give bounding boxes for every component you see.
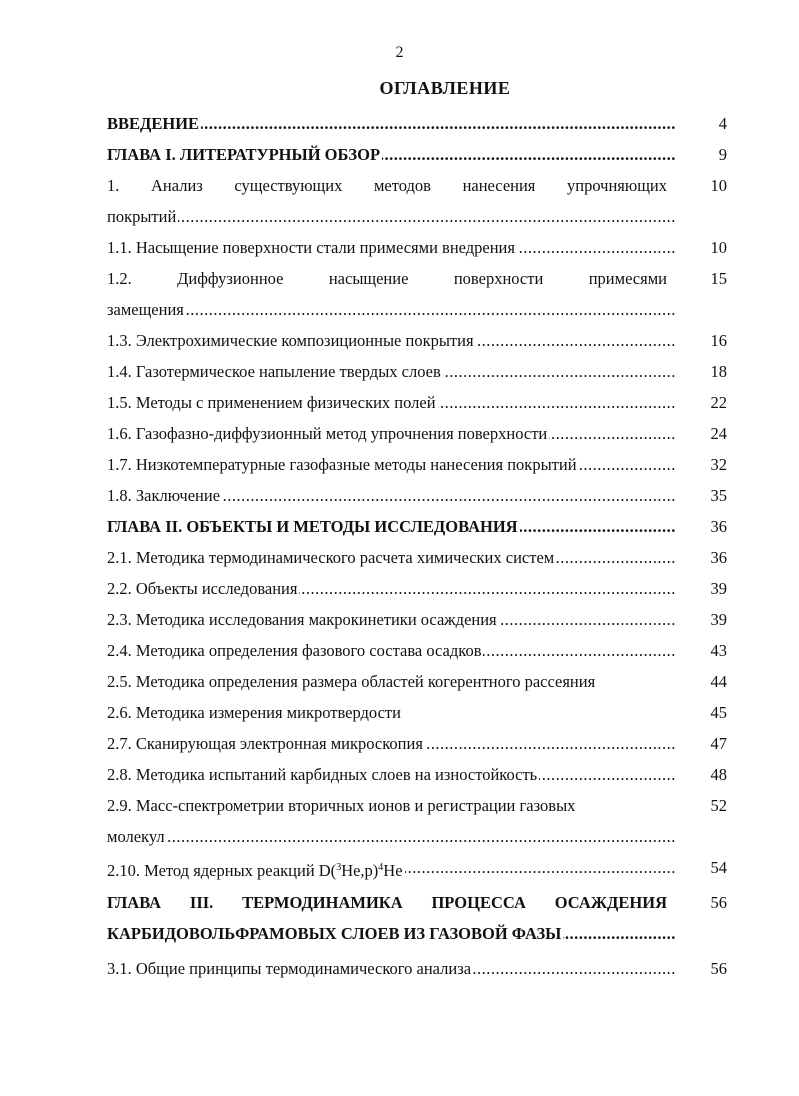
toc-page-number: 36 [710,548,727,567]
toc-page-number: 16 [710,331,727,350]
toc-entry-section-2-7 [107,728,727,759]
toc-entry-text-line1: 1. Анализ существующих методов нанесения упрочняющих [107,176,667,195]
toc-entry-section-1-6 [107,418,727,449]
toc-page-number: 45 [710,703,727,722]
toc-entry-chapter-1 [107,139,727,170]
toc-entry-text: ВВЕДЕНИЕ [107,114,200,133]
toc-entry-text: 1.6. Газофазно-диффузионный метод упрочнения поверхности [107,424,548,443]
toc-page-number: 24 [710,424,727,443]
toc-entry-text: 2.10. Метод ядерных реакций $D(^3He,p)^4He$ [107,861,403,880]
toc-entry-text-line2: покрытий [107,207,177,226]
toc-entry-section-2-6 [107,697,727,728]
toc-entry-text: 2.3. Методика исследования макрокинетики осаждения [107,610,497,629]
toc-page-number: 10 [710,176,727,195]
toc-entry-text-line2: замещения [107,300,184,319]
toc-entry-section-1-4 [107,356,727,387]
toc-entry-section-2-8 [107,759,727,790]
toc-page-number: 15 [710,269,727,288]
toc-entry-intro [107,108,727,139]
toc-entry-text-line1: 2.9. Масс-спектрометрии вторичных ионов и регистрации газовых [107,796,576,815]
toc-entry-text: 1.5. Методы с применением физических полей [107,393,436,412]
toc-entry-section-1-5 [107,387,727,418]
toc-page-number: 47 [710,734,727,753]
toc-page-number: 39 [710,579,727,598]
toc-page-number: 9 [718,145,727,164]
toc-entry-text: ГЛАВА I. ЛИТЕРАТУРНЫЙ ОБЗОР [107,145,381,164]
toc-entry-section-1 [107,170,727,232]
toc-entry-text: 1.1. Насыщение поверхности стали примесями внедрения [107,238,515,257]
toc-entry-text: 2.7. Сканирующая электронная микроскопия [107,734,423,753]
toc-page-number: 44 [710,672,727,691]
toc-page-number: 18 [710,362,727,381]
toc-page-number: 48 [710,765,727,784]
toc-entry-text-line1: 1.2. Диффузионное насыщение поверхности примесями [107,269,667,288]
toc-entry-text: 1.7. Низкотемпературные газофазные методы нанесения покрытий [107,455,577,474]
toc-entry-chapter-3 [107,887,727,949]
toc-entry-section-3-1 [107,953,727,984]
toc-entry-text: 2.4. Методика определения фазового состава осадков [107,641,482,660]
toc-entry-section-2-3 [107,604,727,635]
toc-entry-text: 1.8. Заключение [107,486,221,505]
toc-entry-text: 1.3. Электрохимические композиционные покрытия [107,331,474,350]
toc-page-number: 4 [718,114,727,133]
toc-page-number: 56 [710,959,727,978]
toc-entry-text: 2.2. Объекты исследования [107,579,298,598]
toc-entry-text-line2: молекул [107,827,165,846]
toc-page-number: 10 [710,238,727,257]
toc-entry-section-1-8 [107,480,727,511]
toc-entry-chapter-2 [107,511,727,542]
toc-page-number: 32 [710,455,727,474]
toc-entry-section-2-10 [107,852,727,883]
toc-page-number: 35 [710,486,727,505]
toc-entry-text: 2.8. Методика испытаний карбидных слоев на изностойкость [107,765,538,784]
toc-entry-text: 1.4. Газотермическое напыление твердых слоев [107,362,441,381]
toc-page-number: 36 [710,517,727,536]
toc-entry-section-2-2 [107,573,727,604]
table-of-contents [107,108,727,984]
toc-entry-section-1-3 [107,325,727,356]
toc-page-number: 54 [710,858,727,877]
toc-page-number: 56 [710,893,727,912]
toc-entry-text-line2: КАРБИДОВОЛЬФРАМОВЫХ СЛОЕВ ИЗ ГАЗОВОЙ ФАЗЫ [107,924,562,943]
toc-page-number: 52 [710,796,727,815]
toc-entry-section-2-9 [107,790,727,852]
toc-entry-text-line1: ГЛАВА III. ТЕРМОДИНАМИКА ПРОЦЕССА ОСАЖДЕНИЯ [107,893,667,912]
toc-entry-text: 2.5. Методика определения размера областей когерентного рассеяния [107,672,596,691]
toc-entry-section-1-1 [107,232,727,263]
toc-entry-section-2-1 [107,542,727,573]
page-title: ОГЛАВЛЕНИЕ [379,78,511,98]
toc-entry-text: ГЛАВА II. ОБЪЕКТЫ И МЕТОДЫ ИССЛЕДОВАНИЯ [107,517,518,536]
toc-entry-section-2-4 [107,635,727,666]
toc-entry-section-2-5 [107,666,727,697]
toc-page-number: 39 [710,610,727,629]
toc-entry-text: 3.1. Общие принципы термодинамического анализа [107,959,472,978]
toc-entry-section-1-7 [107,449,727,480]
page-number: 2 [395,44,404,61]
toc-page-number: 43 [710,641,727,660]
toc-entry-section-1-2 [107,263,727,325]
toc-entry-text: 2.1. Методика термодинамического расчета химических систем [107,548,555,567]
toc-entry-text: 2.6. Методика измерения микротвердости [107,703,401,722]
toc-page-number: 22 [710,393,727,412]
